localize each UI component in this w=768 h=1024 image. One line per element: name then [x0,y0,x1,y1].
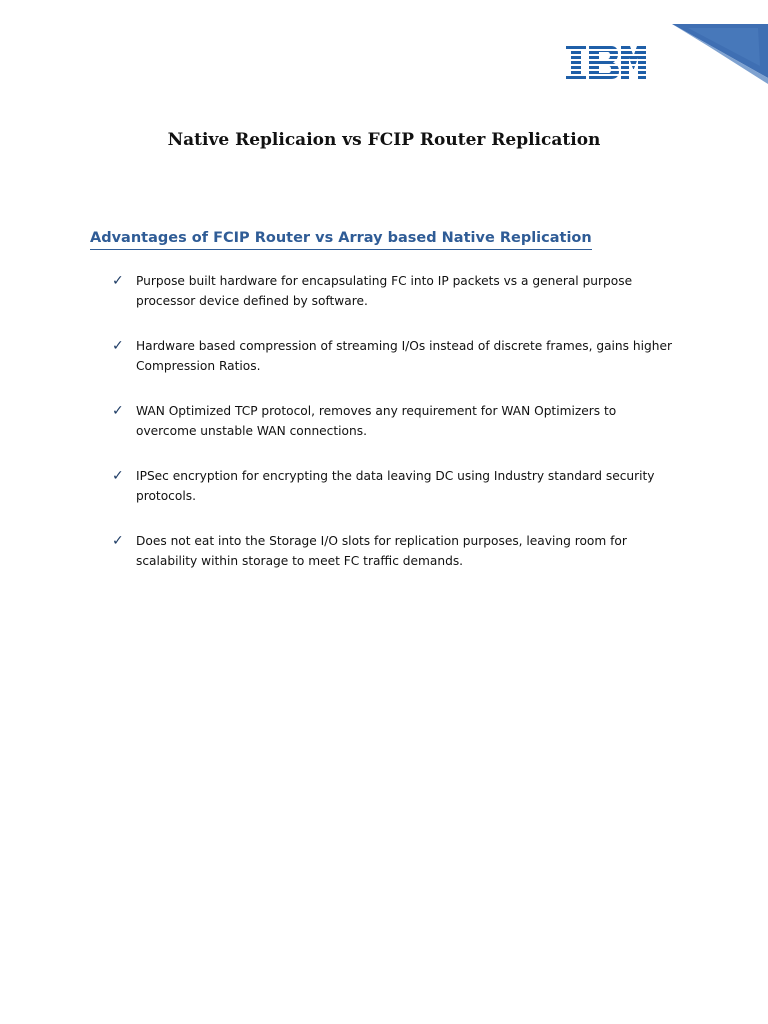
bullet-line: processor device defined by software. [136,293,368,308]
bullet-line: WAN Optimized TCP protocol, removes any requirement for WAN Optimizers to [136,404,617,418]
bullet-line: overcome unstable WAN connections. [136,423,367,438]
bullet-line: scalability within storage to meet FC traffic demands. [136,553,464,568]
bullet-line: Purpose built hardware for encapsulating FC into IP packets vs a general purpose [136,274,633,288]
bullet-line: Does not eat into the Storage I/O slots for replication purposes, leaving room for [136,534,627,548]
page-title: Native Replicaion vs FCIP Router Replication [167,130,601,150]
advantages-list [112,272,692,597]
check-icon: ✓ [112,403,124,419]
bullet-line: Compression Ratios. [136,358,261,373]
corner-decoration [648,24,768,84]
bullet-line: protocols. [136,488,196,503]
ibm-logo [566,46,646,80]
list-item [112,402,692,441]
bullet-line: Hardware based compression of streaming I/Os instead of discrete frames, gains higher [136,339,672,353]
check-icon: ✓ [112,468,124,484]
list-item [112,467,692,506]
check-icon: ✓ [112,273,124,289]
list-item [112,532,692,571]
check-icon: ✓ [112,338,124,354]
check-icon: ✓ [112,533,124,549]
section-heading: Advantages of FCIP Router vs Array based Native Replication [90,229,592,250]
list-item [112,272,692,311]
bullet-line: IPSec encryption for encrypting the data leaving DC using Industry standard security [136,469,655,483]
list-item [112,337,692,376]
